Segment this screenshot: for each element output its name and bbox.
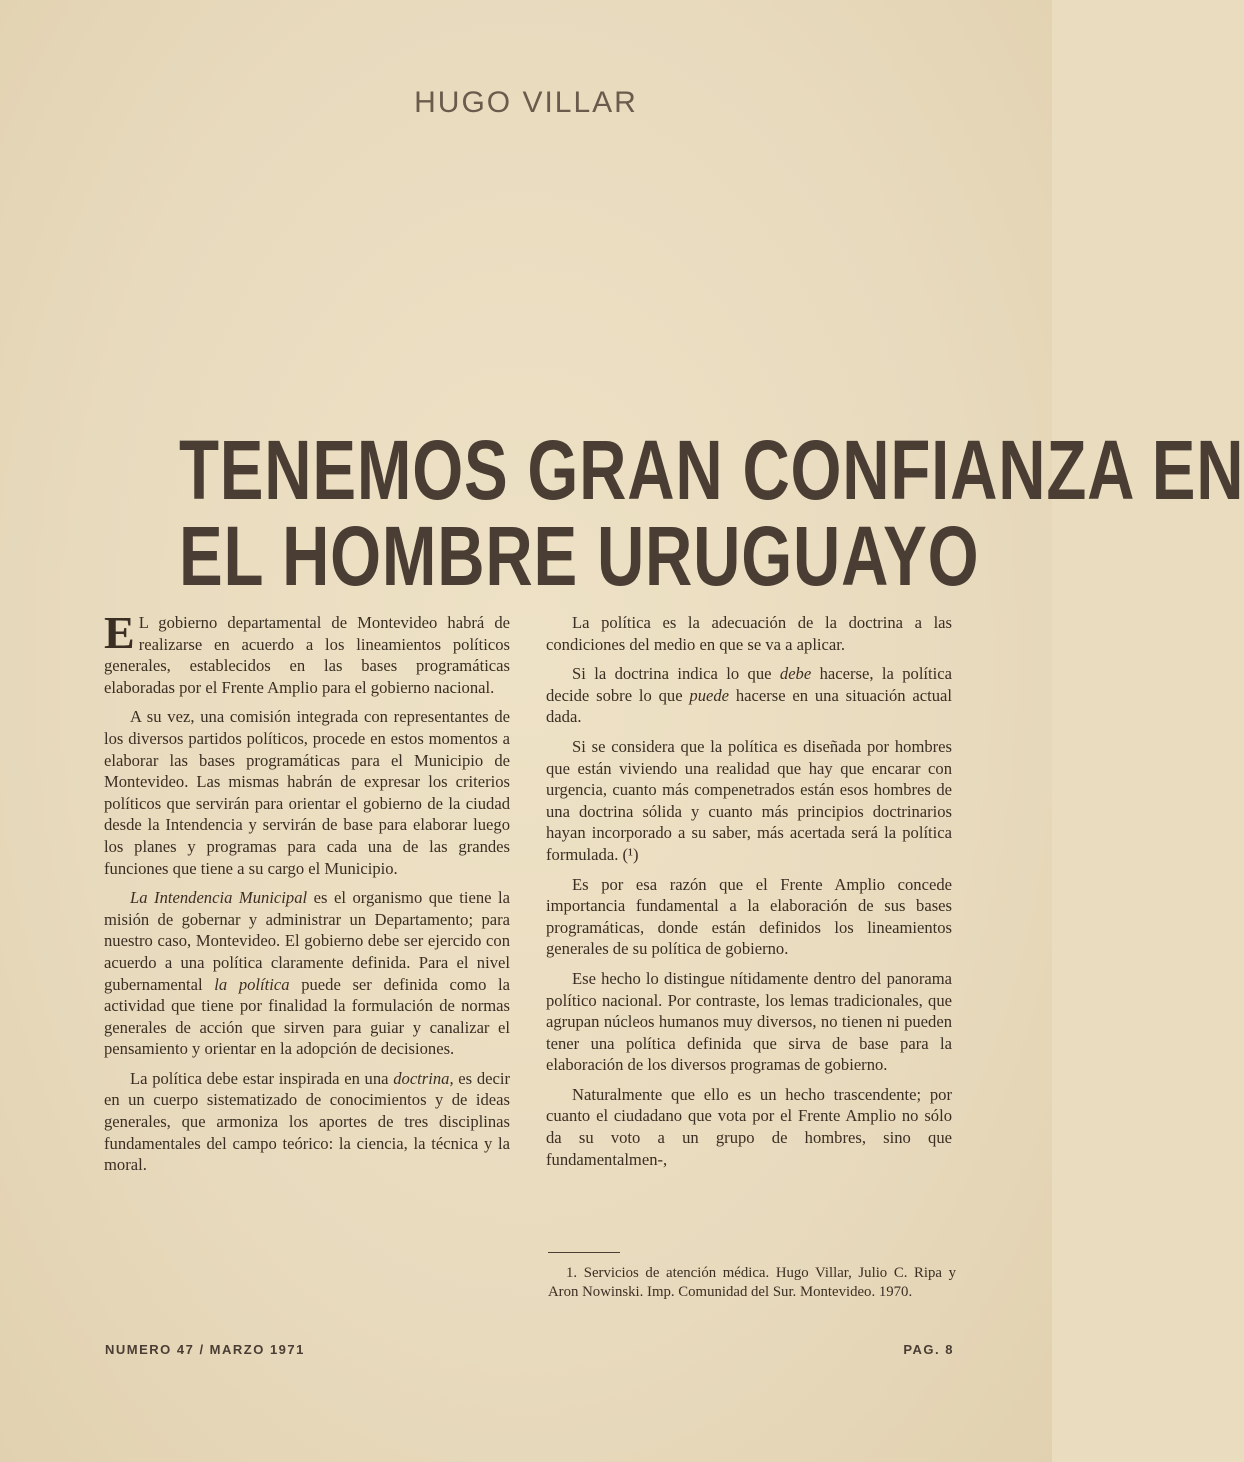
issue-footer: NUMERO 47 / MARZO 1971: [105, 1342, 305, 1357]
author-name: HUGO VILLAR: [414, 86, 638, 119]
paragraph: La política es la adecuación de la doctrina a las condiciones del medio en que se va a aplicar.: [546, 613, 952, 654]
paragraph: Si se considera que la política es diseñada por hombres que están viviendo una realidad que hay que encarar con urgencia, cuanto más compenetrados están esos hombres de una doctrina sólida y cuanto más principios doctrinarios hayan incorporado a su saber, más acertada será la política formulada. (¹): [546, 736, 952, 864]
paragraph: La Intendencia Municipal es el organismo que tiene la misión de gobernar y administrar un Departamento; para nuestro caso, Montevideo. El gobierno debe ser ejercido con acuerdo a una política claramente definida. Para el nivel gubernamental la política puede ser definida como la actividad que tiene por finalidad la formulación de normas generales de acción que sirven para guiar y canalizar el pensamiento y orientar en la adopción de decisiones.: [104, 888, 510, 1059]
footnote-rule: [548, 1252, 620, 1253]
headline-line-1: TENEMOS GRAN CONFIANZA EN: [179, 423, 1244, 517]
paragraph: La política debe estar inspirada en una doctrina, es decir en un cuerpo sistematizado de conocimientos y de ideas generales, que armoniza los aportes de tres disciplinas fundamentales del campo teórico: la ciencia, la técnica y la moral.: [104, 1068, 510, 1175]
paragraph: Es por esa razón que el Frente Amplio concede importancia fundamental a la elaboración de sus bases programáticas, donde están definidos los lineamientos generales de su política de gobierno.: [546, 874, 952, 959]
paragraph: Ese hecho lo distingue nítidamente dentro del panorama político nacional. Por contraste, los lemas tradicionales, que agrupan núcleos humanos muy diversos, no tienen ni pueden tener una política definida que sirva de base para la elaboración de los diversos programas de gobierno.: [546, 968, 952, 1075]
footnote: 1. Servicios de atención médica. Hugo Villar, Julio C. Ripa y Aron Nowinski. Imp. Comunidad del Sur. Montevideo. 1970.: [548, 1265, 956, 1300]
page-number: PAG. 8: [903, 1342, 954, 1357]
headline-line-2: EL HOMBRE URUGUAYO: [179, 509, 980, 603]
paragraph: E L gobierno departamental de Montevideo habrá de realizarse en acuerdo a los lineamientos políticos generales, establecidos en las bases programáticas elaboradas por el Frente Amplio para el gobierno nacional.: [104, 607, 510, 697]
article-column-left: [104, 607, 510, 1184]
article-column-right: [546, 612, 952, 1178]
paragraph: Naturalmente que ello es un hecho trascendente; por cuanto el ciudadano que vota por el Frente Amplio no sólo da su voto a un grupo de hombres, sino que fundamentalmen-,: [546, 1084, 952, 1169]
paragraph: Si la doctrina indica lo que debe hacerse, la política decide sobre lo que puede hacerse en una situación actual dada.: [546, 664, 952, 727]
paragraph: A su vez, una comisión integrada con representantes de los diversos partidos políticos, procede en estos momentos a elaborar las bases programáticas para el Municipio de Montevideo. Las mismas habrán de expresar los criterios políticos que servirán para orientar el gobierno de la ciudad desde la Intendencia y servirán de base para elaborar luego los planes y programas para cada una de las grandes funciones que tiene a su cargo el Municipio.: [104, 707, 510, 878]
drop-cap: E: [104, 607, 135, 658]
